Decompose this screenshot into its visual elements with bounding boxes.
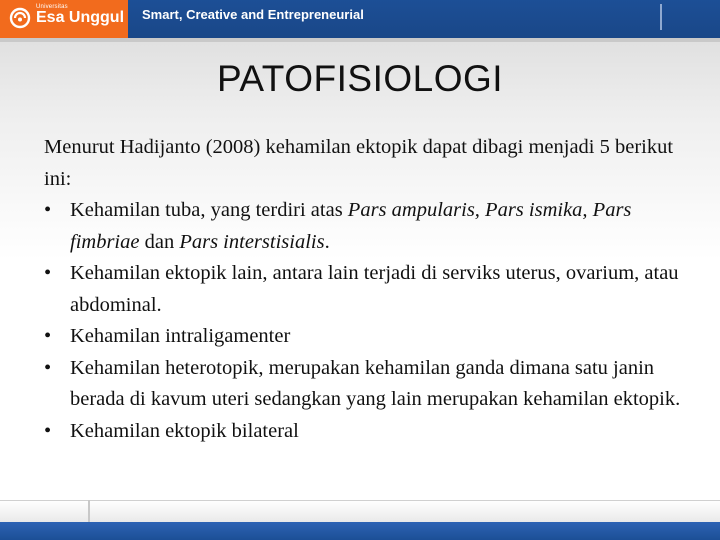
bullet-text: Kehamilan ektopik lain, antara lain terjadi di serviks uterus, ovarium, atau abdominal. — [70, 262, 679, 316]
bullet-text: . — [324, 230, 330, 253]
bullet-icon: • — [44, 356, 52, 379]
slide-title: PATOFISIOLOGI — [216, 58, 504, 99]
intro-text: Menurut Hadijanto (2008) kehamilan ektopik dapat dibagi menjadi 5 berikut ini: — [44, 136, 674, 190]
header-band — [0, 0, 720, 38]
logo-subtext: Universitas — [36, 4, 68, 10]
bullet-icon: • — [44, 262, 52, 284]
esa-unggul-logo-icon — [9, 7, 31, 29]
bullet-text: Kehamilan heterotopik, merupakan kehamilan ganda dimana satu janin berada di kavum uteri sedangkan yang lain merupakan kehamilan ektopik. — [70, 356, 681, 410]
bullet-text: dan — [139, 230, 180, 253]
bullet-icon: • — [44, 419, 52, 442]
list-item — [44, 321, 694, 353]
bullet-list — [44, 195, 694, 447]
list-item — [44, 353, 694, 416]
list-item — [44, 416, 694, 448]
bullet-icon: • — [44, 199, 52, 221]
bullet-text: Kehamilan ektopik bilateral — [70, 419, 299, 442]
footer-divider — [88, 500, 90, 522]
bullet-icon: • — [44, 325, 52, 347]
logo-box — [0, 0, 128, 38]
footer-band — [0, 522, 720, 540]
bullet-text: Kehamilan tuba, yang terdiri atas — [70, 199, 348, 221]
bullet-text: Kehamilan intraligamenter — [70, 325, 291, 347]
list-item — [44, 258, 694, 321]
tagline: Smart, Creative and Entrepreneurial — [142, 7, 364, 22]
header-divider — [660, 4, 662, 30]
slide-body — [44, 132, 694, 447]
bullet-italic-text: Pars ampularis, Pars ismika, Pars fimbriae — [70, 199, 632, 253]
list-item — [44, 195, 694, 258]
logo-text: Esa Unggul — [36, 9, 125, 26]
bullet-italic-text: Pars interstisialis — [179, 230, 325, 253]
footer-bar — [0, 500, 720, 523]
header-accent-line — [0, 38, 720, 42]
